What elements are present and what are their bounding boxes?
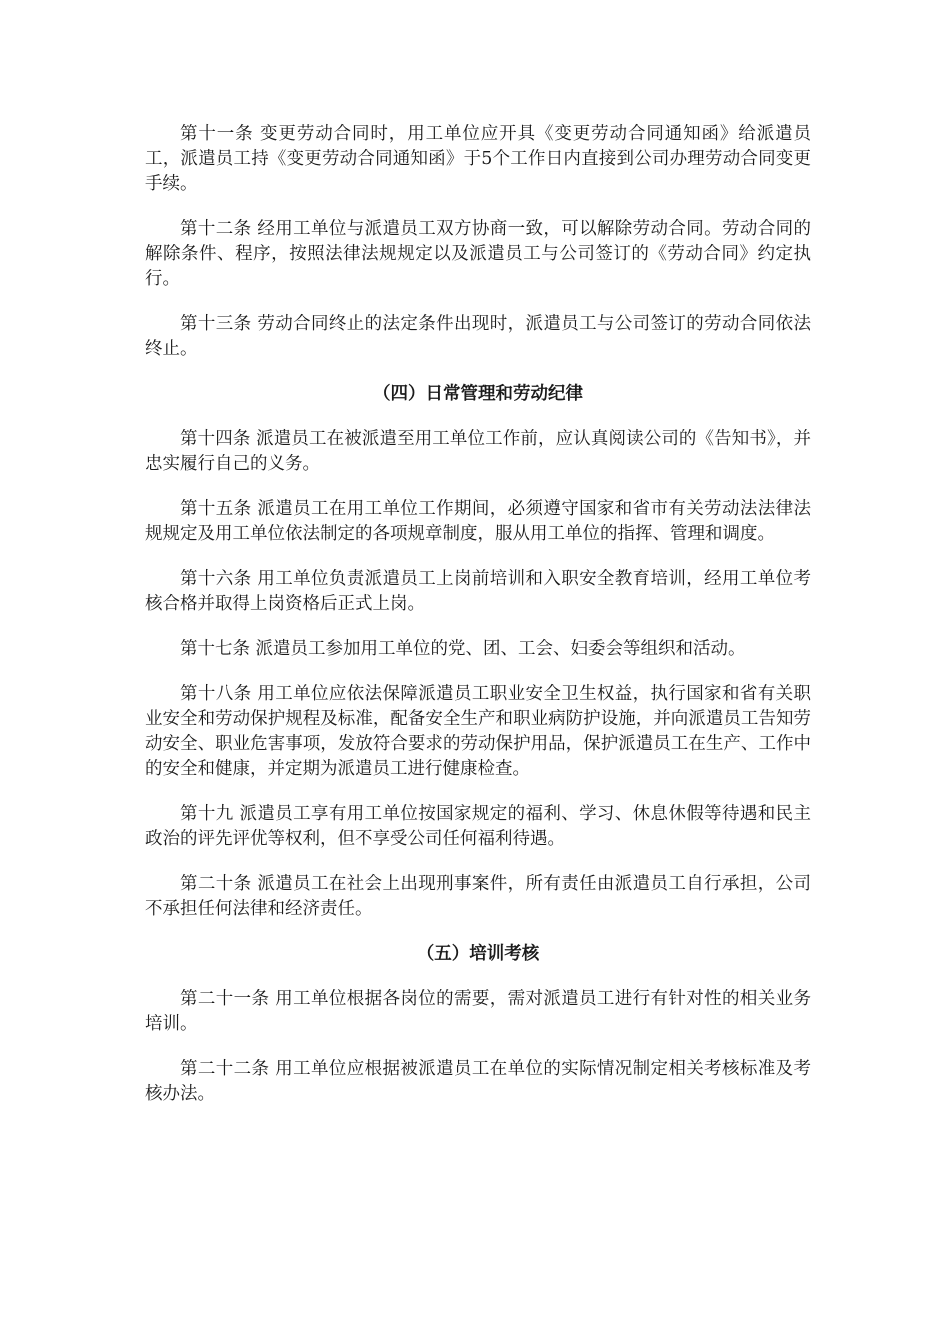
article-21: 第二十一条 用工单位根据各岗位的需要，需对派遣员工进行有针对性的相关业务培训。 [145, 989, 811, 1034]
article-15: 第十五条 派遣员工在用工单位工作期间，必须遵守国家和省市有关劳动法法律法规规定及用工单位依法制定的各项规章制度，服从用工单位的指挥、管理和调度。 [145, 499, 811, 544]
article-11: 第十一条 变更劳动合同时，用工单位应开具《变更劳动合同通知函》给派遣员工，派遣员工持《变更劳动合同通知函》于5个工作日内直接到公司办理劳动合同变更手续。 [145, 124, 811, 194]
section-heading-daily-management: （四）日常管理和劳动纪律 [373, 384, 583, 404]
article-14: 第十四条 派遣员工在被派遣至用工单位工作前，应认真阅读公司的《告知书》，并忠实履行自己的义务。 [145, 429, 811, 474]
article-19: 第十九 派遣员工享有用工单位按国家规定的福利、学习、休息休假等待遇和民主政治的评先评优等权利，但不享受公司任何福利待遇。 [145, 804, 811, 849]
article-18: 第十八条 用工单位应依法保障派遣员工职业安全卫生权益，执行国家和省有关职业安全和劳动保护规程及标准，配备安全生产和职业病防护设施，并向派遣员工告知劳动安全、职业危害事项，发放符合要求的劳动保护用品，保护派遣员工在生产、工作中的安全和健康，并定期为派遣员工进行健康检查。 [145, 684, 811, 779]
document-body [145, 122, 811, 1127]
article-17: 第十七条 派遣员工参加用工单位的党、团、工会、妇委会等组织和活动。 [180, 639, 746, 659]
article-16: 第十六条 用工单位负责派遣员工上岗前培训和入职安全教育培训，经用工单位考核合格并取得上岗资格后正式上岗。 [145, 569, 811, 614]
article-20: 第二十条 派遣员工在社会上出现刑事案件，所有责任由派遣员工自行承担，公司不承担任何法律和经济责任。 [145, 874, 811, 919]
section-heading-training: （五）培训考核 [416, 944, 540, 964]
article-13: 第十三条 劳动合同终止的法定条件出现时，派遣员工与公司签订的劳动合同依法终止。 [145, 314, 811, 359]
article-12: 第十二条 经用工单位与派遣员工双方协商一致，可以解除劳动合同。劳动合同的解除条件、程序，按照法律法规规定以及派遣员工与公司签订的《劳动合同》约定执行。 [145, 219, 811, 289]
article-22: 第二十二条 用工单位应根据被派遣员工在单位的实际情况制定相关考核标准及考核办法。 [145, 1059, 811, 1104]
